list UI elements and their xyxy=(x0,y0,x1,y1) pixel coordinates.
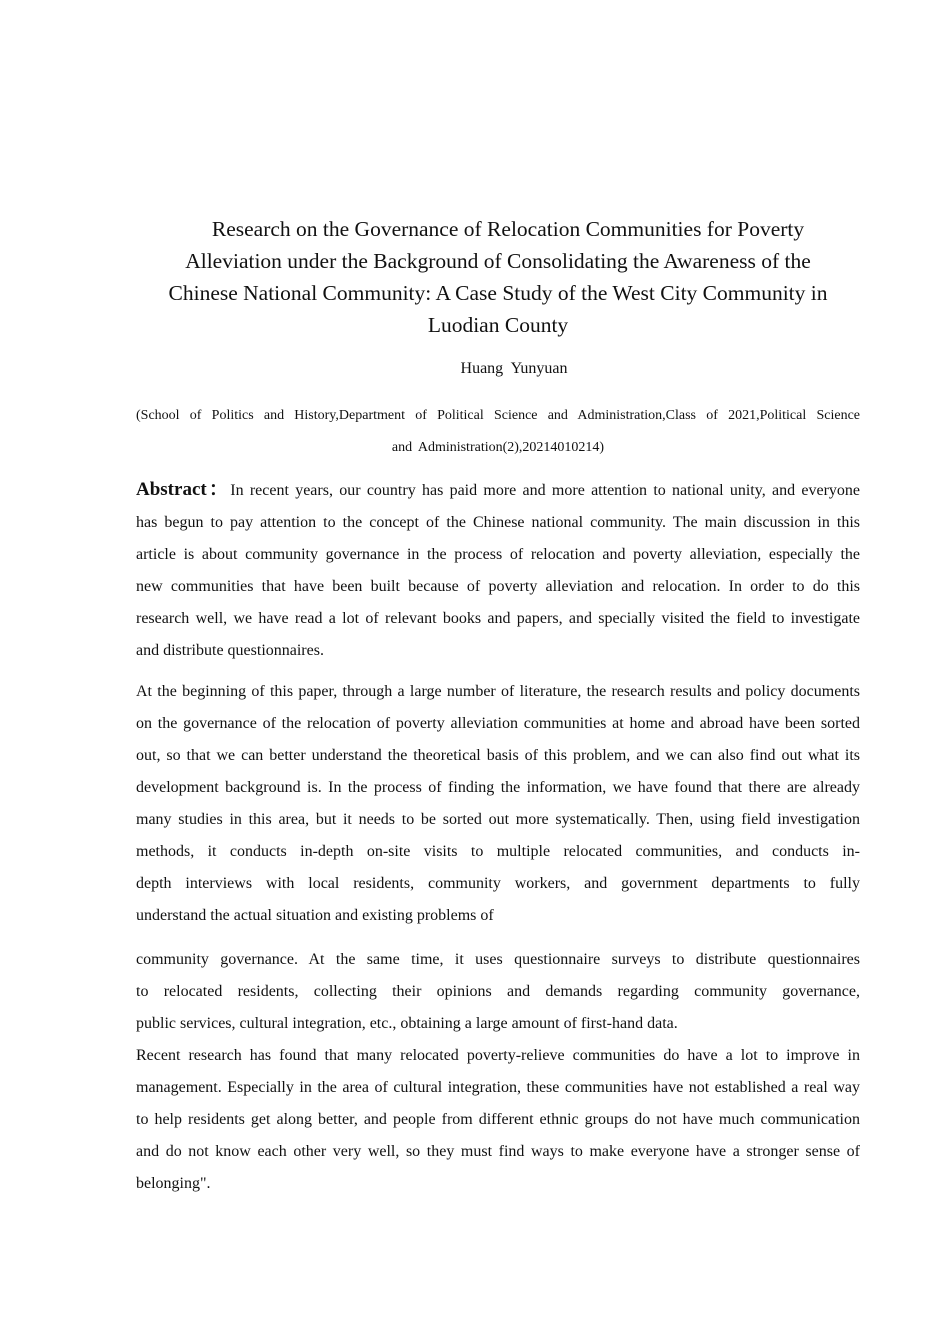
paragraph-line: At the beginning of this paper, through a large number of literature, the research results and policy documents xyxy=(136,683,860,700)
paper-title xyxy=(140,213,856,341)
paragraph-line: out, so that we can better understand the theoretical basis of this problem, and we can also find out what its xyxy=(136,747,860,764)
paragraph-line: article is about community governance in the process of relocation and poverty alleviation, especially the xyxy=(136,546,860,563)
paragraph-line: new communities that have been built because of poverty alleviation and relocation. In order to do this xyxy=(136,578,860,595)
paragraph-line: and distribute questionnaires. xyxy=(136,642,324,659)
title-line: Luodian County xyxy=(427,313,569,337)
title-line: Chinese National Community: A Case Study of the West City Community in xyxy=(168,281,828,305)
paragraph-line: depth interviews with local residents, community workers, and government departments to fully xyxy=(136,875,860,892)
abstract-paragraph xyxy=(136,474,860,667)
title-line: Alleviation under the Background of Consolidating the Awareness of the xyxy=(185,249,811,273)
body-paragraph xyxy=(136,944,860,1040)
title-line: Research on the Governance of Relocation Communities for Poverty xyxy=(211,217,805,241)
paragraph-line: research well, we have read a lot of relevant books and papers, and specially visited the field to investigate xyxy=(136,610,860,627)
paragraph-line: on the governance of the relocation of poverty alleviation communities at home and abroad have been sorted xyxy=(136,715,860,732)
paragraph-line: many studies in this area, but it needs to be sorted out more systematically. Then, using field investigation xyxy=(136,811,860,828)
paragraph-line: community governance. At the same time, it uses questionnaire surveys to distribute questionnaires xyxy=(136,951,860,968)
paragraph-line xyxy=(136,474,860,507)
affiliation-line: (School of Politics and History,Department of Political Science and Administration,Class of 2021,Political Science xyxy=(136,408,860,423)
affiliation-line: and Administration(2),20214010214) xyxy=(391,440,605,455)
paragraph-line: management. Especially in the area of cultural integration, these communities have not established a real way xyxy=(136,1079,860,1096)
paragraph-line: to relocated residents, collecting their opinions and demands regarding community governance, xyxy=(136,983,860,1000)
paragraph-line: Recent research has found that many relocated poverty-relieve communities do have a lot to improve in xyxy=(136,1047,860,1064)
author-affiliation xyxy=(136,400,860,464)
body-paragraph xyxy=(136,1040,860,1200)
author-name: Huang Yunyuan xyxy=(460,360,568,377)
paragraph-line: understand the actual situation and existing problems of xyxy=(136,907,494,924)
abstract-label: Abstract： xyxy=(136,479,231,500)
paragraph-line: to help residents get along better, and people from different ethnic groups do not have much communication xyxy=(136,1111,860,1128)
paragraph-line: public services, cultural integration, etc., obtaining a large amount of first-hand data. xyxy=(136,1015,678,1032)
paragraph-line: and do not know each other very well, so they must find ways to make everyone have a stronger sense of xyxy=(136,1143,860,1160)
body-paragraph xyxy=(136,676,860,932)
paragraph-line: methods, it conducts in-depth on-site visits to multiple relocated communities, and conducts in- xyxy=(136,843,860,860)
abstract-text: In recent years, our country has paid more and more attention to national unity, and everyone xyxy=(230,482,860,499)
paragraph-line: development background is. In the process of finding the information, we have found that there are already xyxy=(136,779,860,796)
paragraph-line: has begun to pay attention to the concept of the Chinese national community. The main discussion in this xyxy=(136,514,860,531)
paragraph-line: belonging". xyxy=(136,1175,211,1192)
